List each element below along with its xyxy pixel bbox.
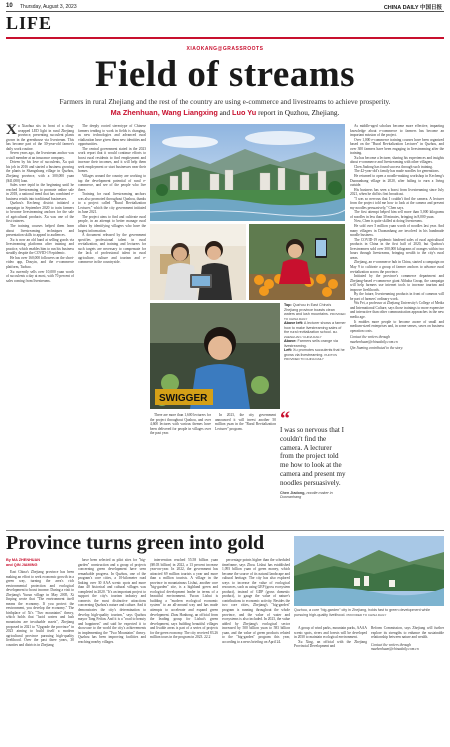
swigger-sign: SWIGGER [159,393,208,404]
paragraph: Wu Fei, a professor at Zhejiang University's College of Media and International Culture, says those trainings to more expensive and interactive than other communication approaches in the new media age. [350,301,444,319]
byline-name: and QIN JIAMING [6,562,38,567]
paragraph: Driven by his love of succulents, Xu quit his job in 2016 and started a business growing the plants in Shangzhang village in Quzhou, Zhejiang province, with a 300,000 yuan ($41,000) loan. [6,160,74,183]
paragraph: Over 1,000 e-commerce training courses have been organized based on the "Rural Revitalization Lecturer" in Quzhou, and over 300 farmers have been engaging in livestreaming after the training. [350,137,444,156]
byline-name: By MA ZHENHUAN [6,558,41,562]
paragraph: Now, Chen is quite skilled at doing livestreams. [354,219,423,224]
contact-label: Contact the writers through [350,335,390,340]
story2-column-1 [6,570,74,740]
paragraph: Xu Xing, an official with the Zhejiang Provincial Development and [294,639,367,649]
publication-date: Thursday, August 3, 2023 [20,4,77,10]
paragraph: Reform Commission, says Zhejiang will further explore its strengths to enhance the sustainable relationship between nature and wealth. [371,626,444,640]
story2-headline: Province turns green into gold [6,532,265,554]
paragraph: The project aims to find and cultivate rural people, in an attempt to better manage rural affairs by identifying villagers who have the largest information. [78,214,146,233]
story1-column-3 [150,413,276,524]
paragraph: In 2023, the city government announced it will invest another 50 million yuan in the "Rural Revitalization Lecturer" program. [215,413,276,431]
caption-label: Above left: [284,321,304,325]
caption-label: Left: [284,348,292,352]
caption-text: Xu promotes succulents that he grows via livestreaming. [284,348,345,357]
caption-text: A lecturer shows a farmer how to make livestreaming sales of the rural revitalization school. [284,321,346,334]
succulent-livestream-photo [150,303,280,409]
contact-email: mazhenhuan@chinadaily.com.cn [350,339,398,344]
story2-byline [6,558,74,568]
paragraph: The 42-year-old's family has made noodles for generations. [354,169,440,174]
story1-column-2 [78,124,146,524]
byline-and: and [219,108,231,117]
paragraph: Villages around the country are working to tap the development potential of rural e-commerce, and see of the people who live there. [78,174,146,192]
paragraph: have been selected as pilot sites for "big-garden" construction and a group of projects concerning green development have seen remarkable progress. In Quzhou, one of the program's core cities, a 10-kilometer road linking over 30 AAA scenic spots and more than 40 historical and cultural villages was completed in 2020. "It's an important project to support the city's tourism industry and connects the most distinctive attractions concerning Quzhou's nature and culture. And it demonstrates the city's determination to develop high-quality tourism," says Quzhou mayor Tang Feifan. And it is a "road to beauty and happiness" and said he expected it to showcase to the world the city's achievements in implementing the "Two Mountains" theory. Quzhou has been improving facilities and reaching nearby villages. [78,558,146,644]
paragraph: He returned to open a noodle-making workshop in Kecheng's Duonanhang village in 2020, after failing to earn a living outside. [350,174,444,188]
paragraph: Training for rural livestreaming anchors was also promoted throughout Quzhou, thanks to a project called "Rural Revitalization Lecturer," which the city government initiated in June 2021. [78,192,146,215]
section-rule [6,37,444,39]
photo-credit: MA ZHENHUAN / CHINA DAILY [284,330,338,339]
deck: Farmers in rural Zhejiang and the rest of the country are using e-commerce and livestreams to achieve prosperity. [59,97,391,106]
story2-caption [294,608,444,617]
paragraph: Seven years ago, the livestream anchor was a staff member at an insurance company. [6,151,74,160]
paragraph: It enables more people to become aware of small and medium-sized enterprises and, in some senses, saves on business operation costs. [350,319,444,333]
paragraph: Xu is now an old hand at selling goods via livestreaming platforms after training and practice, which enables him to run his business steadily despite the COVID-19 epidemic. [6,237,74,256]
byline-last: Luo Yu [232,108,257,117]
paragraph: A document released by the government specifies professional talent in rural revitalization, and training and lecturers for such targets are necessary to compensate for the lack of professional talent in rural agriculture, culture and tourism and e-commerce in the countryside. [78,233,146,265]
paragraph: Zhejiang, an e-commerce hub in China, started a campaign on May 9 to cultivate a group of farmer anchors to advance rural revitalization across the province. [350,260,444,274]
paragraph: The deeply rooted stereotype of Chinese farmers tending to work in fields is changing, as new technologies and advanced rural vitalization have given them new identities and opportunities. [78,124,146,147]
caption-label: Above: [284,339,297,343]
byline-names: Ma Zhenhuan, Wang Liangxing [110,108,218,117]
caption-text: Farmers sells orange via livestreaming. [284,339,338,348]
paragraph: Initiated by the province's commerce department and Zhejiang-based e-commerce giant Alibaba Group, the campaign will help farmers use internet tools to increase tourism and improve livelihoods. [350,274,444,292]
paragraph: His business has seen a boost from livestreaming since July 2021, when he did his first broadcast. [350,187,444,197]
paragraph: u Xiaohua sits in front of a cling-wrapped LED light in rural Zhejiang province, presenting succulent plants grown in the greenhouse via livestream. This has become part of the 30-year-old farmer's daily work routine. [6,124,74,151]
paragraph: The COVID-19 epidemic hindered sales of rural agricultural products in China in the first half of 2020, but Quzhou's livestreamers sold over 300,000 kilograms of oranges within two hours through livestreams, bringing wealth to the city's rural areas. [350,237,444,260]
story2-column-5 [294,626,367,740]
story-kicker: XIAOKANG@GRASSROOTS [186,46,264,52]
paragraph: East China's Zhejiang province has been making an effort to seek economic growth in a green way, turning the area's rich environmental protection and ecological development to boost income. During a visit to Zhejiang's Yucun village in May 2005, Xi Jinping wrote that "The environment itself means the economy. If you protect the environment, you develop the economy." The birthplace of Xi's "Two mountains" theory, which holds that "lucid waters and lush mountains are invaluable assets", Zhejiang proposed in 2021 to "Upgrade the province" in 2023 aiming to build itself a modern agricultural province pursuing high-quality livelihood. Over the past three years, 30 counties and districts in Zhejiang [6,570,74,647]
story1-column-4 [350,124,444,524]
story2-column-2 [78,558,146,740]
quote-mark-icon: “ [280,408,290,430]
paper-name: CHINA DAILY 中国日报 [383,5,442,11]
story2-column-6 [371,626,444,740]
pull-quote-text: I was so nervous that I couldn't find the camera. A lecturer from the project told me how to look at the camera and present my noodles persuasively. [280,426,346,487]
paragraph: There are more than 1,600 lecturers for the project throughout Quzhou, and over 4,600 lectures with various themes have been delivered for people in villages over the past year. [150,413,211,436]
lecturer-photo [150,224,246,300]
headline: Field of streams [94,54,356,95]
paragraph: Xu has become a lecturer, sharing his experiences and insights about e-commerce and livestreaming with other villagers. [350,155,444,165]
caption-text: Quzhou, a core "big-garden" city in Zhejiang, holds fast to green development while pursuing high-quality livelihood. [294,608,431,617]
paragraph: The central government stated in the 2023 work report that it would continue efforts to boost rural residents to find employment and increase their incomes, and it will help them seek employment or start businesses near their homes. [78,146,146,174]
section-title: LIFE [6,13,53,33]
photo-credit: PROVIDED TO CHINA DAILY [284,312,346,321]
pull-quote [280,408,346,499]
paragraph: Xu currently sells over 10,000 yuan worth of succulents a day at most, with 70 percent of sales coming from livestreams. [6,269,74,283]
paragraph: "I was so nervous that I couldn't find the camera. A lecturer from the project told me how to look at the camera and present my noodles persuasively," Chen says. [350,196,444,210]
paragraph: The training courses helped them learn about livestreaming techniques and presentation skills to appeal to audiences. [6,224,74,238]
paragraph: By the future, livestreaming products in front of cameras will be part of farmers' ordinary work. [350,292,444,301]
green-landscape-photo [294,536,444,606]
paragraph: Chen Jiadong has found success through such training. [354,164,433,169]
quote-speaker: Chen Jiadong, [280,490,306,495]
byline [0,108,450,117]
contact-email: mazhenhuan@chinadaily.com.cn [371,647,419,652]
paragraph: He has over 160,000 followers on the short-video app, Douyin, and the e-commerce platform, Taobao. [6,255,74,269]
paragraph: percentage points higher than the scheduled timeframe, says Zhou. Lishui has established 1,093 billion yuan of green money, which became the source of its natural landscape and cultural heritage. The city has also explored ways to increase the value of ecological resources, such as using GEP (gross ecosystem product), instead of GDP (gross domestic product), to gauge the value of nature's contributions to economic activity. Besides the two core cities, Zhejiang's "big-garden" program is running throughout the whole province, and the value of water and ecosystems is also included. In 2023, the value added by Zhejiang's ecological sector increased by 500 billion yuan to 583 billion yuan, and the value of green products related to the "big-garden" program this year, according to a news briefing on April 24. [222,558,290,644]
story1-column-1 [6,124,74,524]
contact-label: Contact the writers through [371,642,411,647]
paragraph: Quzhou's Kecheng district initiated a campaign in September 2020 to train farmers to become livestreaming anchors for the sale of agricultural products. Xu was one of the first trainees. [6,201,74,224]
top-rule [6,11,444,12]
paragraph: He sold over 5 million yuan worth of noodles last year. And many villagers in Duonanhang are involved in his handmade noodle business. [350,224,444,238]
quote-role: noodle maker in Duonanhang [280,490,333,499]
dropcap: X [6,124,17,138]
caption-text: Quzhou in East China's Zhejiang province boasts clean waters and lush mountains. [284,303,335,316]
byline-tail: report in Quzhou, Zhejiang. [258,108,340,117]
photo-credit: PROVIDED TO CHINA DAILY [346,612,387,617]
page-number: 10 [6,3,13,9]
quzhou-cityscape-photo [150,124,345,221]
photo-captions [284,303,346,362]
contributor-note: Qin Jiaming contributed to the story. [350,346,404,351]
paragraph: intervention reached 55.58 billion yuan ($8.03 billion) in 2022, a 13 percent increase year-on-year. In 2022, the government has attracted 69 million tourists a year and more than a million tourists. A village in the province in mountainous Lishui, another core "big-garden" site, is a highland green and ecological development leader in terms of a beautiful environment. Yucun Lishui is building a "modern ecological economic system" to an all-around way and has made attempts to accelerate and expand green development. Zhou Hanhong, an official from the leading group for Lishui's green development, says building beautiful villages and livable areas is part of a series of projects for the green economy. The city received 83.26 million tours in the program in 2023. 22.2 [150,558,218,640]
paragraph: As middle-aged scholars become more effective, imparting knowledge about e-commerce to farmers has become an important mission of the project. [350,124,444,138]
story2-column-4 [222,558,290,740]
caption-label: Top: [284,303,292,307]
paragraph: Sales were tepid in the beginning until he reached livestreaming to promote online sale in 2018, a national trend that has combined e-business retails into traditional businesses. [6,183,74,201]
story-divider [6,530,444,531]
photo-credit: PHOTOS PROVIDED TO CHINA DAILY [284,352,338,361]
paragraph: A group of wind parks, mountain parks, AAAA scenic spots, rivers and forests will be developed in 2030 to maintain ecological environment. [294,626,367,640]
orange-sales-photo [249,224,345,300]
paragraph: The first attempt helped him sell more than 5,000 kilograms of noodles in less than 30 minutes, bringing in 8,000 yuan. [350,210,444,219]
story2-column-3 [150,558,218,740]
